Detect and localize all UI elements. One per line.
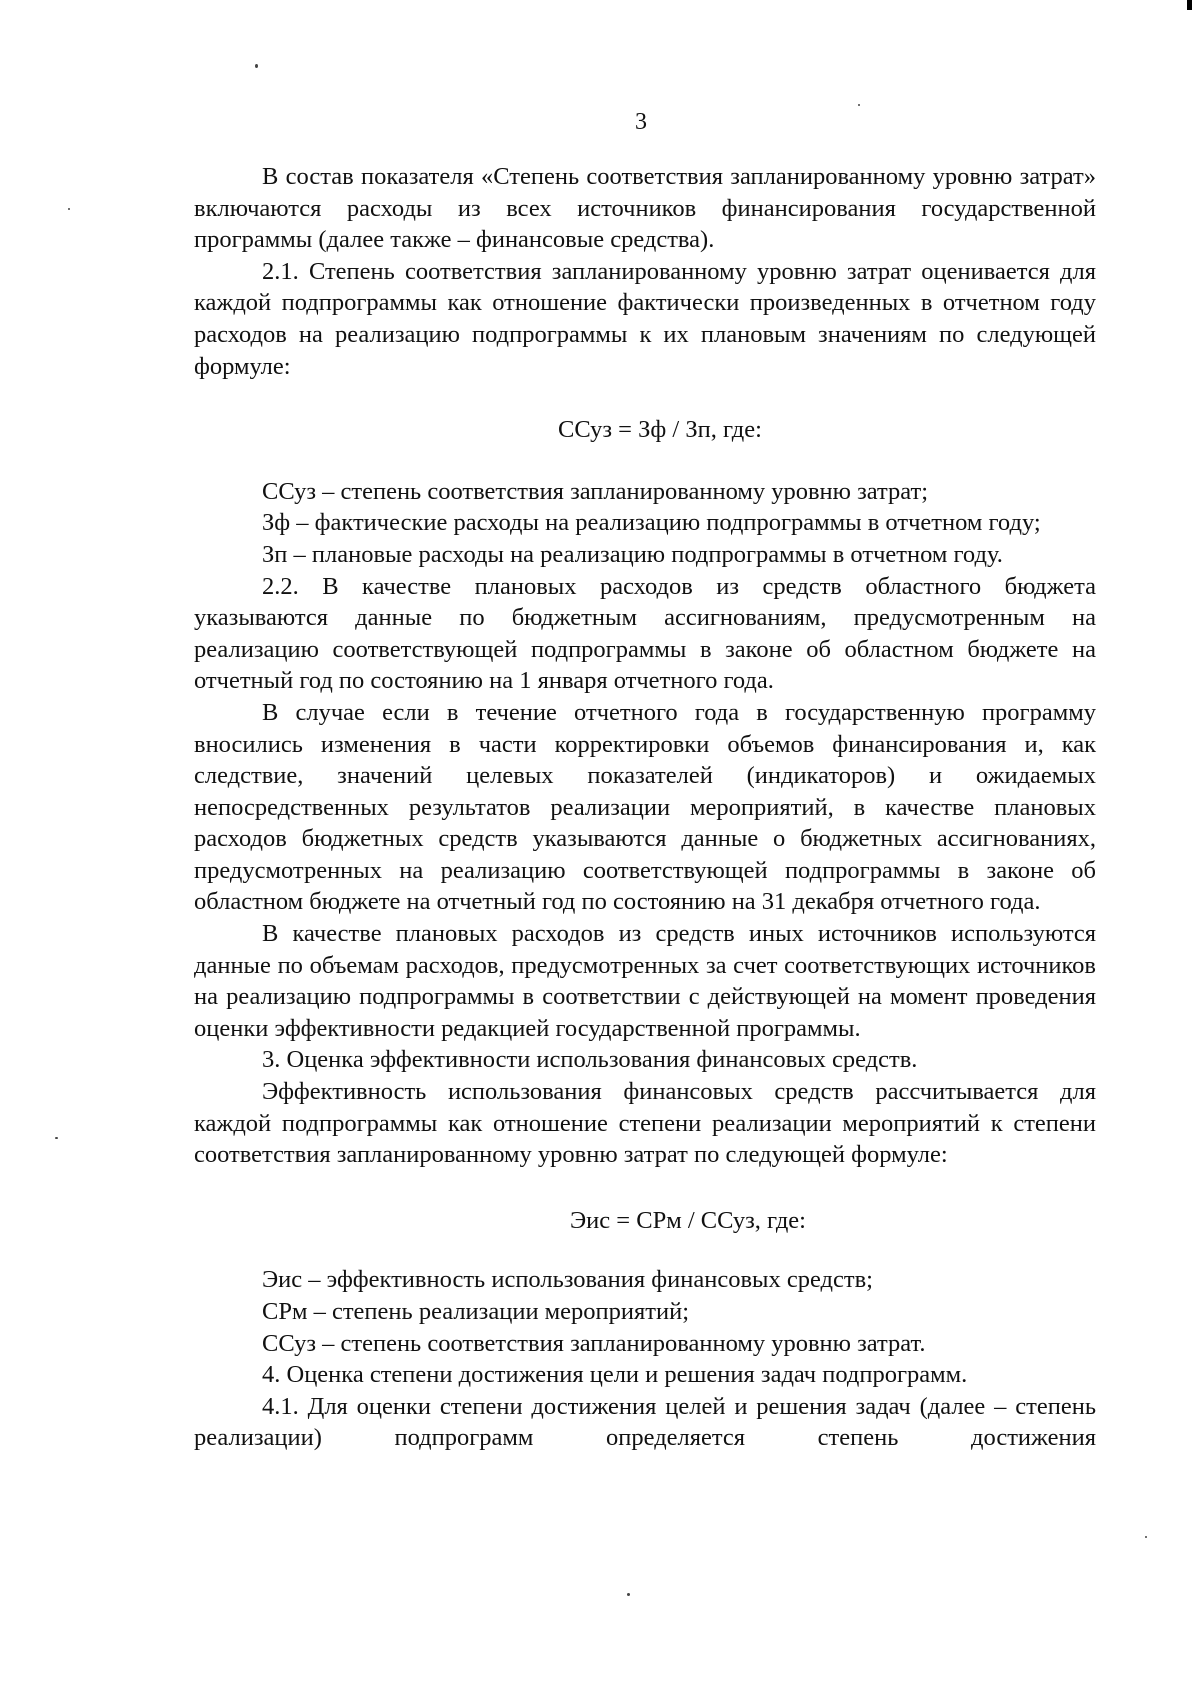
scan-speck bbox=[858, 104, 860, 106]
definition-item: Зп – плановые расходы на реализацию подпрограммы в отчетном году. bbox=[262, 540, 1003, 568]
definition-item: СРм – степень реализации мероприятий; bbox=[262, 1298, 690, 1325]
definition-item: ССуз – степень соответствия запланированному уровню затрат. bbox=[262, 1329, 926, 1357]
paragraph: В качестве плановых расходов из средств иных источников используются данные по объемам расходов, предусмотренных за счет соответствующих источников на реализацию подпрограммы в соответствии с действующей на момент проведения оценки эффективности редакцией государственной программы. bbox=[194, 920, 1096, 1042]
definition-item: Эис – эффективность использования финансовых средств; bbox=[262, 1266, 873, 1294]
scan-speck bbox=[55, 1137, 58, 1139]
paragraph: В состав показателя «Степень соответствия запланированному уровню затрат» включаются расходы из всех источников финансирования государственной программы (далее также – финансовые средства). bbox=[194, 163, 1096, 254]
formula: ССуз = Зф / Зп, где: bbox=[558, 416, 762, 444]
paragraph: 4.1. Для оценки степени достижения целей и решения задач (далее – степень реализации) подпрограмм определяется степень достижения bbox=[194, 1392, 1096, 1452]
section-heading: 4. Оценка степени достижения цели и решения задач подпрограмм. bbox=[262, 1361, 968, 1389]
scan-speck bbox=[627, 1593, 630, 1596]
formula: Эис = СРм / ССуз, где: bbox=[570, 1206, 806, 1234]
paragraph: 2.1. Степень соответствия запланированному уровню затрат оценивается для каждой подпрограммы как отношение фактически произведенных в отчетном году расходов на реализацию подпрограммы к их плановым значениям по следующей формуле: bbox=[194, 257, 1096, 380]
scan-speck bbox=[68, 208, 70, 210]
paragraph: В случае если в течение отчетного года в государственную программу вносились изменения в части корректировки объемов финансирования и, как следствие, значений целевых показателей (индикаторов) и ожидаемых непосредственных результатов реализации мероприятий, в качестве плановых расходов бюджетных средств указываются данные о бюджетных ассигнованиях, предусмотренных на реализацию соответствующей подпрограммы в законе об областном бюджете на отчетный год по состоянию на 31 декабря отчетного года. bbox=[194, 698, 1096, 916]
paragraph: 2.2. В качестве плановых расходов из средств областного бюджета указываются данные по бюджетным ассигнованиям, предусмотренным на реализацию соответствующей подпрограммы в законе об областном бюджете на отчетный год по состоянию на 1 января отчетного года. bbox=[194, 572, 1096, 695]
page-number: 3 bbox=[635, 109, 647, 135]
section-heading: 3. Оценка эффективности использования финансовых средств. bbox=[262, 1046, 918, 1074]
scan-speck bbox=[255, 64, 258, 68]
paragraph: Эффективность использования финансовых средств рассчитывается для каждой подпрограммы как отношение степени реализации мероприятий к степени соответствия запланированному уровню затрат по следующей формуле: bbox=[194, 1078, 1096, 1169]
definition-item: Зф – фактические расходы на реализацию подпрограммы в отчетном году; bbox=[262, 509, 1041, 537]
scan-corner-mark bbox=[1187, 0, 1192, 10]
definition-item: ССуз – степень соответствия запланированному уровню затрат; bbox=[262, 477, 929, 505]
scan-speck bbox=[1145, 1536, 1147, 1538]
document-body bbox=[194, 161, 1096, 1454]
